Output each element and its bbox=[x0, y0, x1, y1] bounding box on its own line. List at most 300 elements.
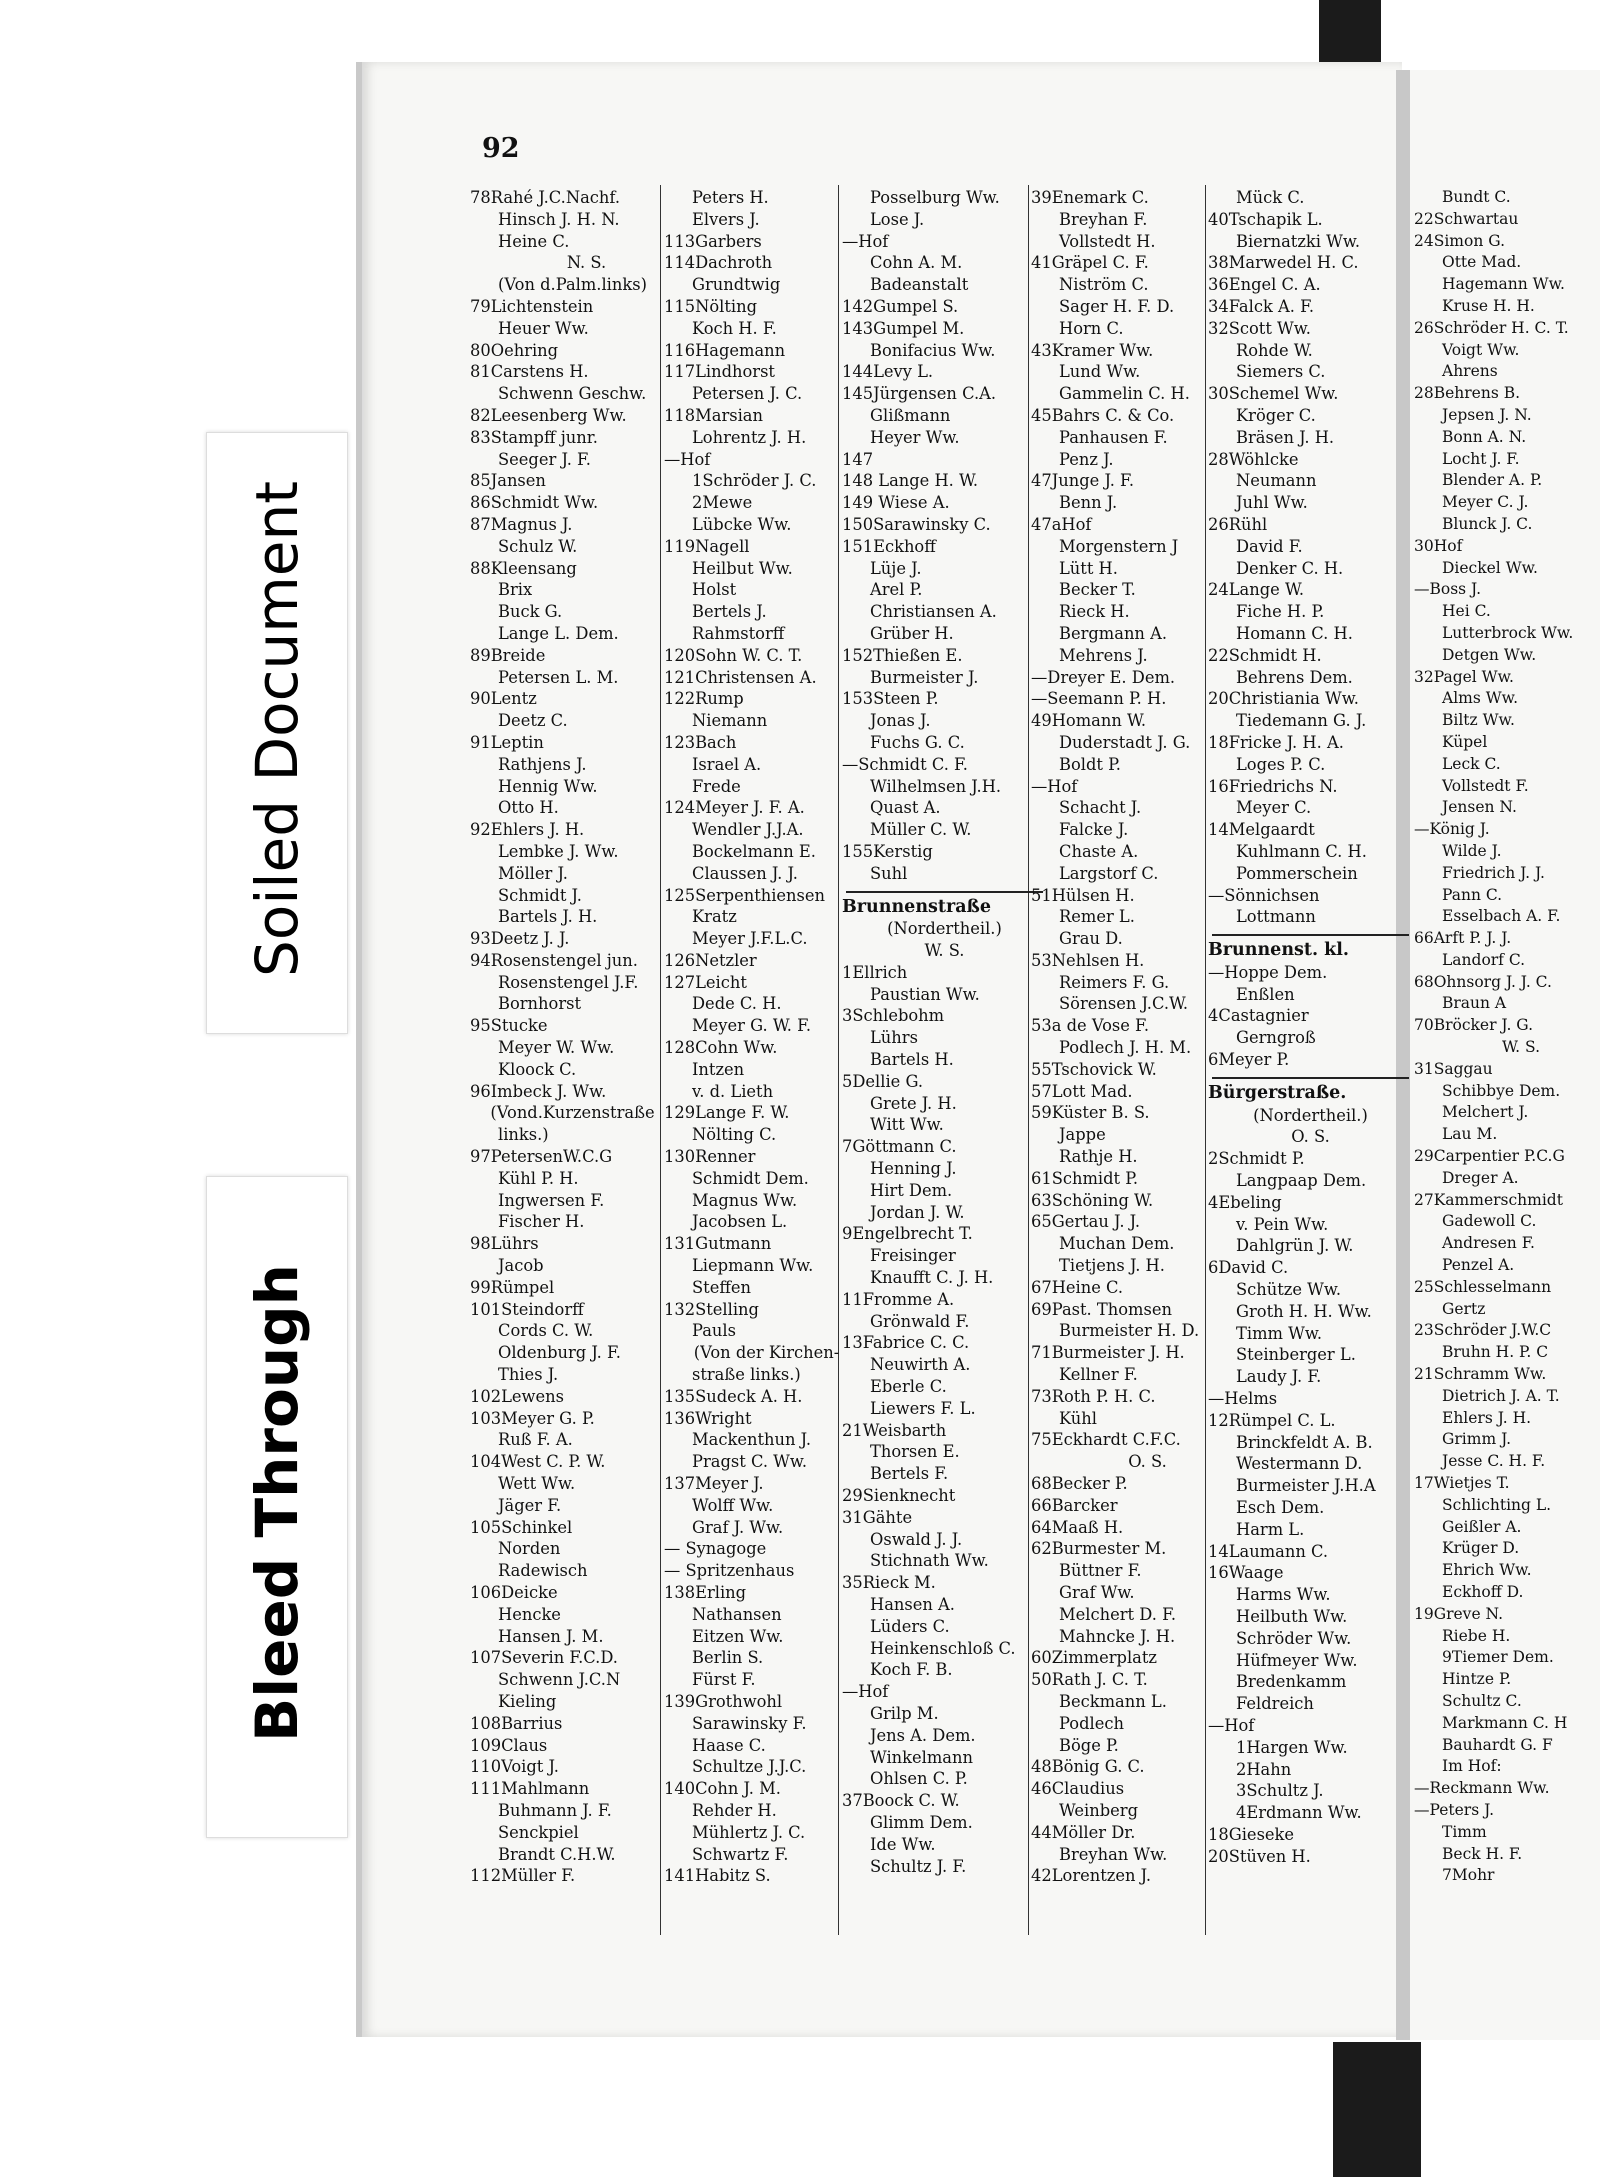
directory-entry: 45Bahrs C. & Co. bbox=[1031, 405, 1175, 425]
directory-entry: Kruse H. H. bbox=[1442, 296, 1535, 315]
directory-entry: Schwenn J.C.N bbox=[498, 1670, 621, 1690]
directory-entry: Bräsen J. H. bbox=[1236, 427, 1335, 447]
directory-entry: Lembke J. Ww. bbox=[498, 841, 619, 861]
directory-entry: Heinkenschloß C. bbox=[870, 1638, 1016, 1658]
directory-entry: Brandt C.H.W. bbox=[498, 1844, 616, 1864]
directory-entry: Geißler A. bbox=[1442, 1517, 1522, 1536]
section-rule bbox=[846, 891, 1043, 893]
directory-entry: Leck C. bbox=[1442, 754, 1501, 773]
directory-entry: Becker T. bbox=[1059, 580, 1136, 600]
directory-entry: 24Simon G. bbox=[1414, 231, 1505, 250]
directory-entry: 65Gertau J. J. bbox=[1031, 1212, 1141, 1232]
directory-entry: Niström C. bbox=[1059, 275, 1149, 295]
directory-entry: Grundtwig bbox=[692, 275, 781, 295]
directory-entry: 7Göttmann C. bbox=[842, 1137, 957, 1157]
directory-entry: 94Rosenstengel jun. bbox=[470, 950, 638, 970]
directory-entry: 16Friedrichs N. bbox=[1208, 776, 1338, 796]
directory-entry: Westermann D. bbox=[1236, 1454, 1363, 1474]
directory-entry: 2Hahn bbox=[1236, 1759, 1292, 1779]
directory-entry: Brinckfeldt A. B. bbox=[1236, 1432, 1373, 1452]
directory-entry: —Boss J. bbox=[1414, 580, 1481, 599]
directory-entry: Hennig Ww. bbox=[498, 776, 598, 796]
directory-entry: 16Waage bbox=[1208, 1563, 1284, 1583]
directory-entry: Heuer Ww. bbox=[498, 318, 589, 338]
directory-entry: 103Meyer G. P. bbox=[470, 1408, 595, 1428]
directory-entry: 27Kammerschmidt bbox=[1414, 1190, 1563, 1209]
directory-entry: 1Hargen Ww. bbox=[1236, 1737, 1348, 1757]
directory-entry: Lütt H. bbox=[1059, 558, 1118, 578]
directory-entry: 55Tschovick W. bbox=[1031, 1059, 1157, 1079]
directory-entry: Radewisch bbox=[498, 1561, 588, 1581]
directory-entry: Schacht J. bbox=[1059, 798, 1142, 818]
directory-entry: Neumann bbox=[1236, 471, 1317, 491]
directory-entry: Hinsch J. H. N. bbox=[498, 209, 620, 229]
directory-entry: Bertels J. bbox=[692, 602, 767, 622]
directory-entry: 31Saggau bbox=[1414, 1059, 1493, 1078]
directory-entry: Bonifacius Ww. bbox=[870, 340, 996, 360]
directory-entry: 99Rümpel bbox=[470, 1277, 555, 1297]
directory-entry: Haase C. bbox=[692, 1735, 766, 1755]
directory-entry: Grau D. bbox=[1059, 929, 1123, 949]
directory-entry: 95Stucke bbox=[470, 1016, 548, 1036]
directory-entry: —Dreyer E. Dem. bbox=[1031, 667, 1176, 687]
directory-entry: 67Heine C. bbox=[1031, 1277, 1124, 1297]
directory-entry: —Hof bbox=[1208, 1715, 1255, 1735]
directory-entry: Reimers F. G. bbox=[1059, 972, 1170, 992]
directory-entry: Gadewoll C. bbox=[1442, 1212, 1537, 1231]
directory-entry: 29Sienknecht bbox=[842, 1486, 956, 1506]
directory-entry: 82Leesenberg Ww. bbox=[470, 405, 627, 425]
directory-column-2 bbox=[664, 187, 869, 1887]
directory-entry: Posselburg Ww. bbox=[870, 188, 1000, 207]
directory-entry: 93Deetz J. J. bbox=[470, 929, 570, 949]
directory-entry: Niemann bbox=[692, 711, 768, 731]
directory-entry: Siemers C. bbox=[1236, 362, 1326, 382]
directory-entry: Meyer C. J. bbox=[1442, 493, 1529, 512]
directory-entry: 35Rieck M. bbox=[842, 1573, 936, 1593]
directory-entry: Heine C. bbox=[498, 231, 570, 251]
directory-entry: 18Gieseke bbox=[1208, 1824, 1295, 1844]
directory-entry: Morgenstern J bbox=[1059, 536, 1179, 556]
directory-entry: 127Leicht bbox=[664, 972, 747, 992]
directory-entry: Hagemann Ww. bbox=[1442, 275, 1565, 294]
directory-entry: Breyhan Ww. bbox=[1059, 1844, 1168, 1864]
directory-entry: Eitzen Ww. bbox=[692, 1626, 784, 1646]
directory-entry: Paustian Ww. bbox=[870, 984, 980, 1004]
directory-entry: —Schmidt C. F. bbox=[842, 754, 968, 774]
directory-entry: Bergmann A. bbox=[1059, 623, 1168, 643]
directory-entry: 53Nehlsen H. bbox=[1031, 950, 1145, 970]
directory-entry: 126Netzler bbox=[664, 950, 757, 970]
directory-entry: Horn C. bbox=[1059, 318, 1124, 338]
directory-entry: 124Meyer J. F. A. bbox=[664, 798, 805, 818]
directory-entry: 87Magnus J. bbox=[470, 514, 573, 534]
directory-entry: Grimm J. bbox=[1442, 1430, 1512, 1449]
directory-entry: Grete J. H. bbox=[870, 1093, 957, 1113]
directory-entry: 66Arft P. J. J. bbox=[1414, 929, 1512, 948]
directory-entry: Rosenstengel J.F. bbox=[498, 972, 639, 992]
directory-entry: Dreger A. bbox=[1442, 1168, 1519, 1187]
directory-entry: 18Fricke J. H. A. bbox=[1208, 732, 1344, 752]
directory-entry: 75Eckhardt C.F.C. bbox=[1031, 1430, 1181, 1450]
directory-entry: Frede bbox=[692, 776, 741, 796]
directory-entry: 109Claus bbox=[470, 1735, 548, 1755]
directory-entry: Loges P. C. bbox=[1236, 754, 1326, 774]
directory-entry: Pann C. bbox=[1442, 885, 1503, 904]
directory-entry: Timm bbox=[1442, 1822, 1487, 1841]
directory-entry: 108Barrius bbox=[470, 1713, 563, 1733]
directory-entry: Mehrens J. bbox=[1059, 645, 1148, 665]
directory-entry: Thies J. bbox=[498, 1365, 559, 1385]
directory-entry: 143Gumpel M. bbox=[842, 318, 965, 338]
directory-entry: (Vond.Kurzenstraße bbox=[490, 1103, 655, 1123]
directory-entry: 32Pagel Ww. bbox=[1414, 667, 1514, 686]
directory-entry: Chaste A. bbox=[1059, 841, 1139, 861]
directory-entry: Ruß F. A. bbox=[498, 1430, 573, 1450]
directory-entry: Rahmstorff bbox=[692, 623, 785, 643]
directory-entry: v. Pein Ww. bbox=[1236, 1214, 1329, 1234]
directory-entry: Ohlsen C. P. bbox=[870, 1769, 968, 1789]
directory-entry: Lottmann bbox=[1236, 907, 1316, 927]
directory-entry: Tietjens J. H. bbox=[1059, 1256, 1165, 1276]
directory-entry: Melchert D. F. bbox=[1059, 1604, 1177, 1624]
directory-entry: Rieck H. bbox=[1059, 602, 1130, 622]
directory-entry: Jepsen J. N. bbox=[1442, 405, 1532, 424]
directory-entry: 41Gräpel C. F. bbox=[1031, 253, 1149, 273]
directory-entry: Nölting C. bbox=[692, 1125, 777, 1145]
directory-entry: Rathjens J. bbox=[498, 754, 587, 774]
directory-entry: Wilhelmsen J.H. bbox=[870, 776, 1002, 796]
directory-entry: Blender A. P. bbox=[1442, 471, 1543, 490]
directory-column-3 bbox=[842, 187, 1047, 1877]
directory-entry: 37Boock C. W. bbox=[842, 1791, 960, 1811]
section-rule bbox=[1212, 1077, 1409, 1079]
directory-entry: 152Thießen E. bbox=[842, 645, 963, 665]
directory-entry: 79Lichtenstein bbox=[470, 296, 594, 316]
directory-entry: 26Schröder H. C. T. bbox=[1414, 318, 1569, 337]
directory-entry: — Synagoge bbox=[664, 1539, 767, 1559]
directory-entry: Nathansen bbox=[692, 1604, 782, 1624]
directory-entry: Meyer G. W. F. bbox=[692, 1016, 812, 1036]
directory-entry: Glißmann bbox=[870, 405, 951, 425]
directory-entry: (Nordertheil.) bbox=[887, 919, 1002, 939]
street-heading: Brunnenstraße bbox=[842, 896, 991, 917]
directory-entry: Kloock C. bbox=[498, 1059, 577, 1079]
directory-entry: Graf J. Ww. bbox=[692, 1517, 784, 1537]
directory-entry: 14Laumann C. bbox=[1208, 1541, 1329, 1561]
directory-entry: 4Ebeling bbox=[1208, 1192, 1282, 1212]
directory-entry: Im Hof: bbox=[1442, 1757, 1502, 1776]
directory-entry: Schulz W. bbox=[498, 536, 578, 556]
directory-entry: 20Christiania Ww. bbox=[1208, 689, 1359, 709]
directory-entry: 2Mewe bbox=[692, 493, 753, 513]
directory-entry: Arel P. bbox=[870, 580, 923, 600]
directory-entry: 21Weisbarth bbox=[842, 1420, 947, 1440]
directory-entry: Ahrens bbox=[1442, 362, 1498, 381]
directory-entry: Oldenburg J. F. bbox=[498, 1343, 621, 1363]
directory-entry: Kuhlmann C. H. bbox=[1236, 841, 1367, 861]
directory-entry: Podlech J. H. M. bbox=[1059, 1038, 1192, 1058]
directory-entry: Jesse C. H. F. bbox=[1442, 1452, 1546, 1471]
directory-entry: Otte Mad. bbox=[1442, 253, 1522, 272]
directory-entry: Friedrich J. J. bbox=[1442, 863, 1545, 882]
directory-entry: 101Steindorff bbox=[470, 1299, 584, 1319]
directory-entry: 148 Lange H. W. bbox=[842, 471, 979, 491]
directory-entry: 107Severin F.C.D. bbox=[470, 1648, 618, 1668]
directory-entry: Schmidt Dem. bbox=[692, 1168, 809, 1188]
directory-entry: Koch H. F. bbox=[692, 318, 777, 338]
directory-entry: 114Dachroth bbox=[664, 253, 773, 273]
directory-entry: —Seemann P. H. bbox=[1031, 689, 1167, 709]
directory-entry: Ehrich Ww. bbox=[1442, 1561, 1532, 1580]
directory-entry: 71Burmeister J. H. bbox=[1031, 1343, 1185, 1363]
directory-entry: v. d. Lieth bbox=[692, 1081, 774, 1101]
directory-entry: Andresen F. bbox=[1442, 1234, 1535, 1253]
directory-entry: Detgen Ww. bbox=[1442, 645, 1537, 664]
directory-entry: (Nordertheil.) bbox=[1253, 1105, 1368, 1125]
directory-entry: Burmeister H. D. bbox=[1059, 1321, 1200, 1341]
directory-entry: Norden bbox=[498, 1539, 561, 1559]
directory-entry: Sörensen J.C.W. bbox=[1059, 994, 1189, 1014]
directory-entry: Mahncke J. H. bbox=[1059, 1626, 1176, 1646]
directory-entry: 1Ellrich bbox=[842, 962, 908, 982]
directory-entry: 105Schinkel bbox=[470, 1517, 573, 1537]
directory-entry: —Hoppe Dem. bbox=[1208, 962, 1328, 982]
directory-entry: Lose J. bbox=[870, 209, 925, 229]
directory-entry: Lau M. bbox=[1442, 1125, 1498, 1144]
directory-entry: Jappe bbox=[1059, 1125, 1106, 1145]
directory-entry: 150Sarawinsky C. bbox=[842, 514, 991, 534]
directory-entry: Küpel bbox=[1442, 732, 1488, 751]
directory-entry: Buck G. bbox=[498, 602, 563, 622]
directory-entry: Schwartz F. bbox=[692, 1844, 789, 1864]
directory-entry: 5Dellie G. bbox=[842, 1071, 924, 1091]
directory-entry: 6David C. bbox=[1208, 1258, 1289, 1278]
directory-entry: 81Carstens H. bbox=[470, 362, 589, 382]
directory-entry: Kellner F. bbox=[1059, 1365, 1138, 1385]
directory-entry: —Sönnichsen bbox=[1208, 885, 1320, 905]
directory-entry: 43Kramer Ww. bbox=[1031, 340, 1154, 360]
directory-entry: 36Engel C. A. bbox=[1208, 275, 1321, 295]
directory-entry: 9Engelbrecht T. bbox=[842, 1224, 973, 1244]
directory-entry: Bartels J. H. bbox=[498, 907, 598, 927]
directory-entry: Benn J. bbox=[1059, 493, 1118, 513]
directory-entry: 62Burmester M. bbox=[1031, 1539, 1167, 1559]
directory-entry: 6Meyer P. bbox=[1208, 1050, 1290, 1070]
directory-entry: Müller C. W. bbox=[870, 820, 972, 840]
directory-entry: Enßlen bbox=[1236, 984, 1295, 1004]
directory-entry: Falcke J. bbox=[1059, 820, 1129, 840]
directory-entry: Ehlers J. H. bbox=[1442, 1408, 1532, 1427]
directory-entry: Liewers F. L. bbox=[870, 1398, 976, 1418]
directory-entry: Wett Ww. bbox=[498, 1474, 576, 1494]
directory-entry: Senckpiel bbox=[498, 1822, 579, 1842]
directory-entry: Meyer C. bbox=[1236, 798, 1312, 818]
directory-entry: 111Mahlmann bbox=[470, 1779, 590, 1799]
directory-entry: 49Homann W. bbox=[1031, 711, 1147, 731]
directory-entry: Holst bbox=[692, 580, 737, 600]
directory-entry: Hirt Dem. bbox=[870, 1180, 953, 1200]
directory-entry: Jacob bbox=[498, 1256, 544, 1276]
directory-entry: Steffen bbox=[692, 1277, 752, 1297]
directory-entry: Langpaap Dem. bbox=[1236, 1171, 1367, 1191]
directory-entry: Esch Dem. bbox=[1236, 1498, 1325, 1518]
directory-entry: Stichnath Ww. bbox=[870, 1551, 989, 1571]
directory-entry: Blunck J. C. bbox=[1442, 514, 1533, 533]
directory-entry: — Spritzenhaus bbox=[664, 1561, 795, 1581]
directory-entry: —König J. bbox=[1414, 820, 1490, 839]
directory-entry: Brix bbox=[498, 580, 533, 600]
directory-entry: 149 Wiese A. bbox=[842, 493, 950, 513]
directory-entry: Panhausen F. bbox=[1059, 427, 1168, 447]
directory-entry: 13Fabrice C. C. bbox=[842, 1333, 970, 1353]
directory-entry: Vollstedt F. bbox=[1442, 776, 1529, 795]
directory-entry: Muchan Dem. bbox=[1059, 1234, 1175, 1254]
directory-entry: Schwenn Geschw. bbox=[498, 384, 647, 404]
directory-entry: Behrens Dem. bbox=[1236, 667, 1353, 687]
directory-entry: Denker C. H. bbox=[1236, 558, 1344, 578]
directory-entry: David F. bbox=[1236, 536, 1303, 556]
directory-entry: Schibbye Dem. bbox=[1442, 1081, 1561, 1100]
directory-entry: Lohrentz J. H. bbox=[692, 427, 807, 447]
directory-entry: Claussen J. J. bbox=[692, 863, 798, 883]
directory-entry: 11Fromme A. bbox=[842, 1289, 955, 1309]
directory-entry: 3Schlebohm bbox=[842, 1006, 945, 1026]
directory-entry: Harms Ww. bbox=[1236, 1585, 1331, 1605]
directory-entry: 69Past. Thomsen bbox=[1031, 1299, 1172, 1319]
directory-entry: 128Cohn Ww. bbox=[664, 1038, 778, 1058]
directory-entry: 119Nagell bbox=[664, 536, 750, 556]
directory-entry: Schultz J. F. bbox=[870, 1856, 967, 1876]
directory-entry: —Hof bbox=[1031, 776, 1078, 796]
directory-entry: Böge P. bbox=[1059, 1735, 1119, 1755]
directory-entry: Bruhn H. P. C bbox=[1442, 1343, 1549, 1362]
soiled-document-label bbox=[206, 432, 348, 1034]
directory-entry: Podlech bbox=[1059, 1713, 1124, 1733]
directory-entry: Sarawinsky F. bbox=[692, 1713, 807, 1733]
street-heading: Bürgerstraße. bbox=[1208, 1082, 1347, 1103]
directory-entry: 104West C. P. W. bbox=[470, 1452, 606, 1472]
directory-entry: 78Rahé J.C.Nachf. bbox=[470, 188, 621, 207]
directory-entry: Witt Ww. bbox=[870, 1115, 944, 1135]
directory-entry: W. S. bbox=[1501, 1038, 1541, 1057]
directory-entry: 22Schmidt H. bbox=[1208, 645, 1322, 665]
directory-entry: 1Schröder J. C. bbox=[692, 471, 817, 491]
directory-column-6 bbox=[1414, 187, 1600, 1887]
directory-entry: Grilp M. bbox=[870, 1703, 939, 1723]
directory-entry: Biernatzki Ww. bbox=[1236, 231, 1361, 251]
directory-entry: 9Tiemer Dem. bbox=[1442, 1648, 1554, 1667]
directory-entry: Glimm Dem. bbox=[870, 1812, 973, 1832]
directory-entry: Landorf C. bbox=[1442, 950, 1526, 969]
directory-entry: Wendler J.J.A. bbox=[692, 820, 804, 840]
directory-entry: 142Gumpel S. bbox=[842, 296, 959, 316]
directory-entry: Markmann C. H bbox=[1442, 1713, 1568, 1732]
directory-entry: 137Meyer J. bbox=[664, 1474, 764, 1494]
directory-entry: Suhl bbox=[870, 863, 908, 883]
directory-entry: 131Gutmann bbox=[664, 1234, 772, 1254]
directory-entry: Hüfmeyer Ww. bbox=[1236, 1650, 1358, 1670]
directory-entry: Kühl bbox=[1059, 1408, 1097, 1428]
directory-entry: 68Ohnsorg J. J. C. bbox=[1414, 972, 1552, 991]
directory-entry: N. S. bbox=[566, 253, 607, 273]
directory-entry: 60Zimmerplatz bbox=[1031, 1648, 1157, 1668]
directory-entry: Mackenthun J. bbox=[692, 1430, 812, 1450]
directory-entry: 97PetersenW.C.G bbox=[470, 1147, 613, 1167]
directory-entry: Henning J. bbox=[870, 1159, 957, 1179]
directory-entry: —Helms bbox=[1208, 1389, 1278, 1409]
directory-entry: 28Wöhlcke bbox=[1208, 449, 1299, 469]
directory-entry: Liepmann Ww. bbox=[692, 1256, 814, 1276]
directory-entry: Pragst C. Ww. bbox=[692, 1452, 808, 1472]
directory-entry: 115Nölting bbox=[664, 296, 757, 316]
directory-entry: Bartels H. bbox=[870, 1050, 954, 1070]
directory-entry: Jordan J. W. bbox=[870, 1202, 965, 1222]
directory-entry: Petersen L. M. bbox=[498, 667, 619, 687]
directory-entry: 4Castagnier bbox=[1208, 1006, 1309, 1026]
directory-entry: Bornhorst bbox=[498, 994, 582, 1014]
directory-entry: 4Erdmann Ww. bbox=[1236, 1803, 1362, 1823]
directory-entry: Wolff Ww. bbox=[692, 1495, 774, 1515]
directory-entry: Biltz Ww. bbox=[1442, 711, 1515, 730]
directory-entry: 120Sohn W. C. T. bbox=[664, 645, 803, 665]
directory-entry: 112Müller F. bbox=[470, 1866, 576, 1886]
directory-entry: 32Scott Ww. bbox=[1208, 318, 1311, 338]
directory-entry: Meyer J.F.L.C. bbox=[692, 929, 808, 949]
directory-entry: Rathje H. bbox=[1059, 1147, 1138, 1167]
directory-column-1 bbox=[470, 187, 675, 1887]
directory-entry: Beckmann L. bbox=[1059, 1691, 1167, 1711]
directory-entry: Grüber H. bbox=[870, 623, 954, 643]
directory-entry: 61Schmidt P. bbox=[1031, 1168, 1139, 1188]
directory-entry: Deetz C. bbox=[498, 711, 568, 731]
directory-entry: Homann C. H. bbox=[1236, 623, 1353, 643]
directory-entry: 138Erling bbox=[664, 1583, 747, 1602]
soiled-document-text: Soiled Document bbox=[243, 481, 311, 977]
directory-entry: 102Lewens bbox=[470, 1386, 564, 1406]
directory-entry: 98Lührs bbox=[470, 1234, 539, 1254]
directory-entry: Locht J. F. bbox=[1442, 449, 1520, 468]
directory-entry: Heilbuth Ww. bbox=[1236, 1607, 1348, 1626]
directory-entry: 122Rump bbox=[664, 689, 744, 709]
directory-entry: Gertz bbox=[1442, 1299, 1486, 1318]
directory-entry: 130Renner bbox=[664, 1147, 756, 1167]
directory-entry: 59Küster B. S. bbox=[1031, 1103, 1150, 1123]
directory-entry: 86Schmidt Ww. bbox=[470, 493, 599, 513]
directory-entry: Fuchs G. C. bbox=[870, 732, 965, 752]
directory-entry: Burmeister J.H.A bbox=[1236, 1476, 1376, 1496]
directory-entry: Lund Ww. bbox=[1059, 362, 1141, 382]
directory-entry: O. S. bbox=[1291, 1127, 1330, 1147]
directory-entry: 14Melgaardt bbox=[1208, 820, 1315, 840]
directory-entry: 155Kerstig bbox=[842, 841, 933, 861]
directory-entry: Dede C. H. bbox=[692, 994, 782, 1014]
directory-entry: 3Schultz J. bbox=[1236, 1781, 1324, 1801]
directory-entry: 63Schöning W. bbox=[1031, 1190, 1154, 1210]
street-heading: Brunnenst. kl. bbox=[1208, 940, 1350, 961]
directory-entry: —Hof bbox=[842, 231, 889, 251]
directory-entry: Schröder Ww. bbox=[1236, 1628, 1352, 1648]
directory-entry: 147 bbox=[842, 449, 874, 469]
directory-entry: 2Schmidt P. bbox=[1208, 1149, 1305, 1169]
directory-entry: 113Garbers bbox=[664, 231, 762, 251]
binding-tab-bottom bbox=[1333, 2042, 1421, 2177]
directory-entry: Mühlertz J. C. bbox=[692, 1822, 806, 1842]
directory-entry: W. S. bbox=[924, 941, 965, 961]
directory-entry: Juhl Ww. bbox=[1236, 493, 1308, 513]
directory-entry: (Von d.Palm.links) bbox=[498, 275, 647, 295]
directory-entry: 121Christensen A. bbox=[664, 667, 817, 687]
